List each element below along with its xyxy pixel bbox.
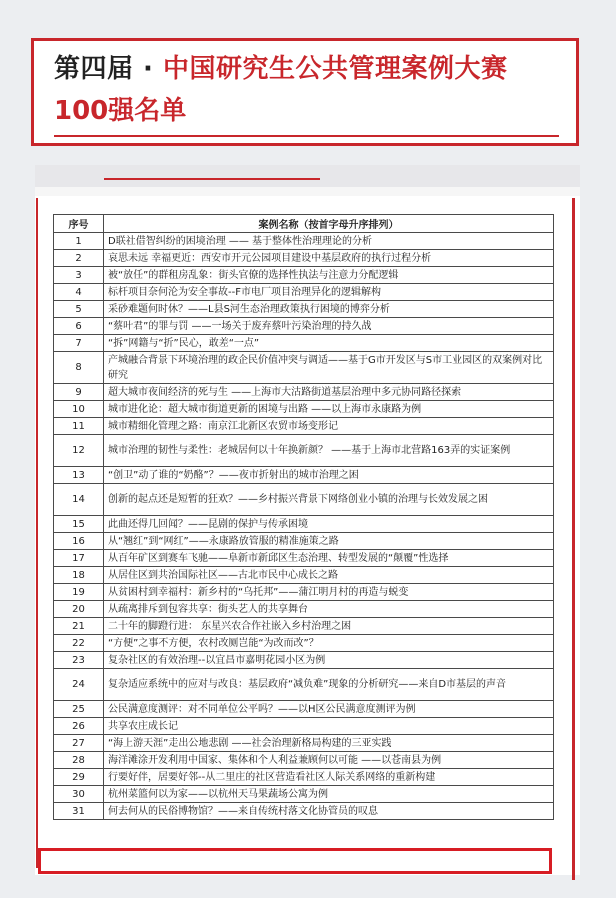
table-row (54, 803, 554, 820)
row-number: 27 (54, 735, 104, 752)
case-name: “海上游天涯”走出公地悲剧 ——社会治理新格局构建的三亚实践 (104, 735, 554, 752)
document-top-strip (35, 165, 580, 187)
row-number: 13 (54, 467, 104, 484)
table-row (54, 533, 554, 550)
case-name: 城市精细化管理之路：南京江北新区农贸市场变形记 (104, 418, 554, 435)
table-row (54, 669, 554, 701)
row-number: 29 (54, 769, 104, 786)
table-row (54, 618, 554, 635)
document-left-border (36, 198, 38, 868)
table-row (54, 250, 554, 267)
row-number: 17 (54, 550, 104, 567)
table-row (54, 584, 554, 601)
row-number: 18 (54, 567, 104, 584)
table-row (54, 233, 554, 250)
case-name: 共享农庄成长记 (104, 718, 554, 735)
case-name: 从贫困村到幸福村：新乡村的“乌托邦”——蒲江明月村的再造与蜕变 (104, 584, 554, 601)
case-name: 从百年矿区到赛车飞驰——阜新市新邱区生态治理、转型发展的“颠覆”性选择 (104, 550, 554, 567)
table-row (54, 652, 554, 669)
table-row (54, 735, 554, 752)
case-name: 公民满意度测评：对不同单位公平吗？——以H区公民满意度测评为例 (104, 701, 554, 718)
case-name: 产城融合背景下环境治理的政企民价值冲突与调适——基于G市开发区与S市工业园区的双案例对比研究 (104, 352, 554, 384)
row-number: 24 (54, 669, 104, 701)
row-number: 3 (54, 267, 104, 284)
table-row (54, 335, 554, 352)
case-name: 采砂难题何时休？——L县S河生态治理政策执行困境的博弈分析 (104, 301, 554, 318)
case-name: 城市进化论：超大城市街道更新的困境与出路 ——以上海市永康路为例 (104, 401, 554, 418)
row-number: 30 (54, 786, 104, 803)
row-number: 28 (54, 752, 104, 769)
row-number: 20 (54, 601, 104, 618)
case-name: 城市治理的韧性与柔性：老城居何以十年换新颜？ ——基于上海市北营路163弄的实证案例 (104, 435, 554, 467)
table-row (54, 635, 554, 652)
case-name: 行要好伴，居要好邻--从二里庄的社区营造看社区人际关系网络的重新构建 (104, 769, 554, 786)
title-prefix: 第四届 · (54, 54, 163, 84)
row-number: 25 (54, 701, 104, 718)
table-row (54, 352, 554, 384)
table-row (54, 786, 554, 803)
row-number: 15 (54, 516, 104, 533)
table-row (54, 752, 554, 769)
case-name: 复杂适应系统中的应对与改良：基层政府“减负难”现象的分析研究——来自D市基层的声音 (104, 669, 554, 701)
row-number: 23 (54, 652, 104, 669)
row-number: 22 (54, 635, 104, 652)
case-name: 从疏离排斥到包容共享：街头艺人的共享舞台 (104, 601, 554, 618)
case-name: 何去何从的民俗博物馆？——来自传统村落文化协管员的叹息 (104, 803, 554, 820)
case-name: D联社借智纠纷的困境治理 —— 基于整体性治理理论的分析 (104, 233, 554, 250)
table-row (54, 318, 554, 335)
table-row (54, 284, 554, 301)
table-row (54, 418, 554, 435)
page-title (54, 49, 508, 89)
table-row (54, 384, 554, 401)
row-number: 14 (54, 484, 104, 516)
table-row (54, 567, 554, 584)
column-header-number: 序号 (54, 215, 104, 233)
case-name: 从居住区到共治国际社区——古北市民中心成长之路 (104, 567, 554, 584)
title-subtitle: 100强名单 (54, 96, 187, 126)
table-row (54, 718, 554, 735)
row-number: 7 (54, 335, 104, 352)
table-row (54, 769, 554, 786)
row-number: 6 (54, 318, 104, 335)
row-number: 9 (54, 384, 104, 401)
case-name: 被“放任”的群租房乱象：街头官僚的选择性执法与注意力分配逻辑 (104, 267, 554, 284)
row-number: 11 (54, 418, 104, 435)
title-main: 中国研究生公共管理案例大赛 (162, 54, 508, 84)
table-row (54, 484, 554, 516)
case-name: 哀思未远 幸福更近：西安市开元公园项目建设中基层政府的执行过程分析 (104, 250, 554, 267)
title-card (31, 38, 579, 146)
case-name: 超大城市夜间经济的死与生 ——上海市大沽路街道基层治理中多元协同路径探索 (104, 384, 554, 401)
case-name: 复杂社区的有效治理--以宜昌市嘉明花园小区为例 (104, 652, 554, 669)
row-number: 2 (54, 250, 104, 267)
case-list-table (53, 214, 554, 820)
row-number: 31 (54, 803, 104, 820)
table-row (54, 516, 554, 533)
document-right-border (572, 198, 575, 880)
column-header-name: 案例名称（按首字母升序排列） (104, 215, 554, 233)
row-number: 12 (54, 435, 104, 467)
row-number: 10 (54, 401, 104, 418)
case-name: 标杆项目奈何沦为安全事故--F市电厂项目治理异化的逻辑解构 (104, 284, 554, 301)
case-name: “拆”网籍与“折”民心，敢差“一点” (104, 335, 554, 352)
row-number: 1 (54, 233, 104, 250)
case-name: 创新的起点还是短暂的狂欢？——乡村振兴背景下网络创业小镇的治理与长效发展之困 (104, 484, 554, 516)
case-name: “创卫”动了谁的“奶酪”？——夜市折射出的城市治理之困 (104, 467, 554, 484)
red-accent-line (104, 178, 320, 180)
table-row (54, 550, 554, 567)
row-number: 4 (54, 284, 104, 301)
case-name: 海洋滩涂开发利用中国家、集体和个人利益兼顾何以可能 ——以苍南县为例 (104, 752, 554, 769)
case-name: 从“翘红”到“网红”——永康路放管服的精准施策之路 (104, 533, 554, 550)
table-row (54, 435, 554, 467)
case-name: “蔡叶君”的罪与罚 ——一场关于废弃蔡叶污染治理的持久战 (104, 318, 554, 335)
table-row (54, 301, 554, 318)
case-name: “方便”之事不方便，农村改厕岂能“为改而改”？ (104, 635, 554, 652)
table-row (54, 601, 554, 618)
table-row (54, 701, 554, 718)
table-row (54, 467, 554, 484)
case-name: 杭州菜篮何以为家——以杭州天马果蔬场公寓为例 (104, 786, 554, 803)
row-number: 8 (54, 352, 104, 384)
case-name: 此曲还得几回闻？——昆剧的保护与传承困境 (104, 516, 554, 533)
row-31-highlight (38, 848, 552, 874)
row-number: 26 (54, 718, 104, 735)
case-name: 二十年的脚蹬行进： 东星兴农合作社嵌入乡村治理之困 (104, 618, 554, 635)
table-header-row (54, 215, 554, 233)
row-number: 21 (54, 618, 104, 635)
title-divider (54, 135, 559, 137)
row-number: 5 (54, 301, 104, 318)
table-row (54, 267, 554, 284)
row-number: 16 (54, 533, 104, 550)
row-number: 19 (54, 584, 104, 601)
table-row (54, 401, 554, 418)
